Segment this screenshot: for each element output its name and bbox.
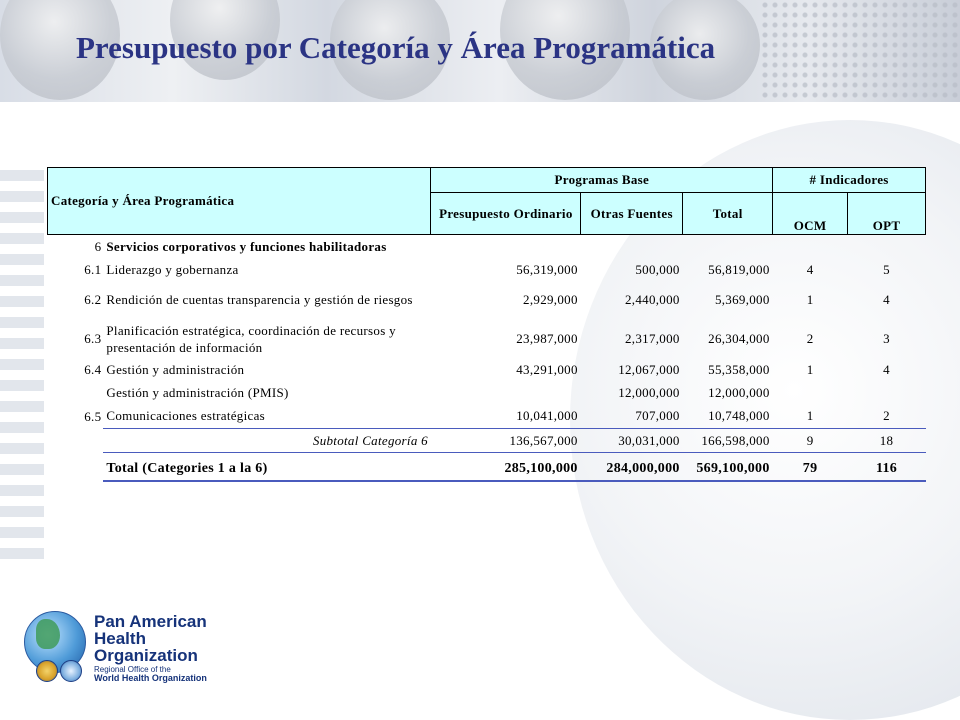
row-total: 55,358,000: [708, 361, 770, 377]
row-label: Comunicaciones estratégicas: [106, 408, 266, 424]
row-ocm: 1: [806, 408, 814, 424]
banner-texture: [760, 0, 960, 102]
row-opt: 4: [883, 291, 890, 307]
logo-name: [94, 613, 207, 664]
category-code: 6: [94, 238, 102, 254]
header-category: Categoría y Área Programática: [48, 168, 431, 235]
row-code: 6.5: [84, 408, 102, 424]
logo-sub2-text: World Health Organization: [94, 673, 207, 683]
row-code: [48, 381, 104, 405]
row-total: 26,304,000: [708, 330, 770, 346]
paho-seal-icon: [36, 660, 58, 682]
row-opt: [848, 381, 926, 405]
grand-total-row: [48, 459, 926, 481]
logo-line2: Health: [94, 629, 146, 648]
row-total: 5,369,000: [714, 291, 770, 307]
row-other: 2,440,000: [625, 291, 680, 307]
row-ordinary: 10,041,000: [516, 408, 578, 424]
row-code: 6.2: [84, 291, 102, 307]
row-code: 6.3: [84, 330, 102, 346]
row-ordinary: 56,319,000: [516, 261, 578, 277]
subtotal-other: 30,031,000: [581, 429, 683, 453]
subtotal-spacer: [48, 429, 104, 453]
row-ocm: 1: [806, 291, 814, 307]
header-ocm: OCM: [773, 193, 848, 235]
row-ordinary: 43,291,000: [516, 361, 578, 377]
row-ordinary: 23,987,000: [516, 330, 578, 346]
row-opt: 5: [883, 261, 890, 277]
row-label: Planificación estratégica, coordinación de recursos y presentación de información: [106, 322, 396, 355]
header-programas-base: Programas Base: [431, 168, 773, 193]
row-total: 12,000,000: [708, 384, 770, 400]
subtotal-ordinary: 136,567,000: [431, 429, 581, 453]
header-row: [48, 168, 926, 193]
table-row: [48, 281, 926, 319]
paho-logo: [22, 605, 232, 685]
subtotal-ocm: 9: [773, 429, 848, 453]
header-total: Total: [683, 193, 773, 235]
header-presupuesto-ordinario: Presupuesto Ordinario: [431, 193, 581, 235]
table-row: [48, 319, 926, 359]
page-title: Presupuesto por Categoría y Área Programática: [76, 30, 716, 65]
row-ordinary: [431, 381, 581, 405]
row-total: 10,748,000: [708, 408, 770, 424]
logo-line3: Organization: [94, 646, 198, 665]
row-code: 6.4: [84, 361, 102, 377]
table-row: [48, 359, 926, 381]
row-other: 707,000: [635, 408, 680, 424]
table-row: [48, 405, 926, 429]
row-other: 12,067,000: [618, 361, 680, 377]
row-label: Rendición de cuentas transparencia y gestión de riesgos: [106, 292, 413, 307]
row-ocm: 2: [806, 330, 814, 346]
table-row: [48, 259, 926, 281]
table-row: [48, 381, 926, 405]
subtotal-opt: 18: [848, 429, 926, 453]
subtotal-label: Subtotal Categoría 6: [103, 429, 431, 453]
row-label: Gestión y administración: [106, 361, 245, 377]
row-opt: 3: [883, 330, 890, 346]
row-ocm: [773, 381, 848, 405]
row-ocm: 1: [806, 361, 814, 377]
header-opt: OPT: [848, 193, 926, 235]
row-other: 12,000,000: [618, 384, 680, 400]
budget-table: [47, 167, 926, 482]
row-ocm: 4: [806, 261, 814, 277]
logo-line1: Pan American: [94, 612, 207, 631]
who-seal-icon: [60, 660, 82, 682]
row-other: 2,317,000: [625, 330, 680, 346]
logo-sub2: [94, 674, 207, 683]
total-label: Total (Categories 1 a la 6): [103, 459, 431, 481]
total-total: 569,100,000: [683, 459, 773, 481]
logo-sub1: Regional Office of the: [94, 665, 171, 674]
row-code: 6.1: [84, 261, 102, 277]
total-other: 284,000,000: [581, 459, 683, 481]
row-total: 56,819,000: [708, 261, 770, 277]
row-opt: 2: [883, 408, 890, 424]
total-opt: 116: [848, 459, 926, 481]
subtotal-row: [48, 429, 926, 453]
row-ordinary: 2,929,000: [523, 291, 578, 307]
header-indicadores: # Indicadores: [773, 168, 926, 193]
row-label: Liderazgo y gobernanza: [106, 261, 239, 277]
total-ordinary: 285,100,000: [431, 459, 581, 481]
category-row: [48, 235, 926, 259]
row-opt: 4: [883, 361, 890, 377]
total-spacer: [48, 459, 104, 481]
continent-icon: [36, 619, 60, 649]
header-otras-fuentes: Otras Fuentes: [581, 193, 683, 235]
row-other: 500,000: [635, 261, 680, 277]
category-label: Servicios corporativos y funciones habilitadoras: [106, 238, 387, 254]
total-ocm: 79: [773, 459, 848, 481]
decorative-stripes: [0, 170, 44, 560]
subtotal-total: 166,598,000: [683, 429, 773, 453]
logo-subtitle: [94, 665, 207, 683]
row-label: Gestión y administración (PMIS): [106, 384, 289, 400]
